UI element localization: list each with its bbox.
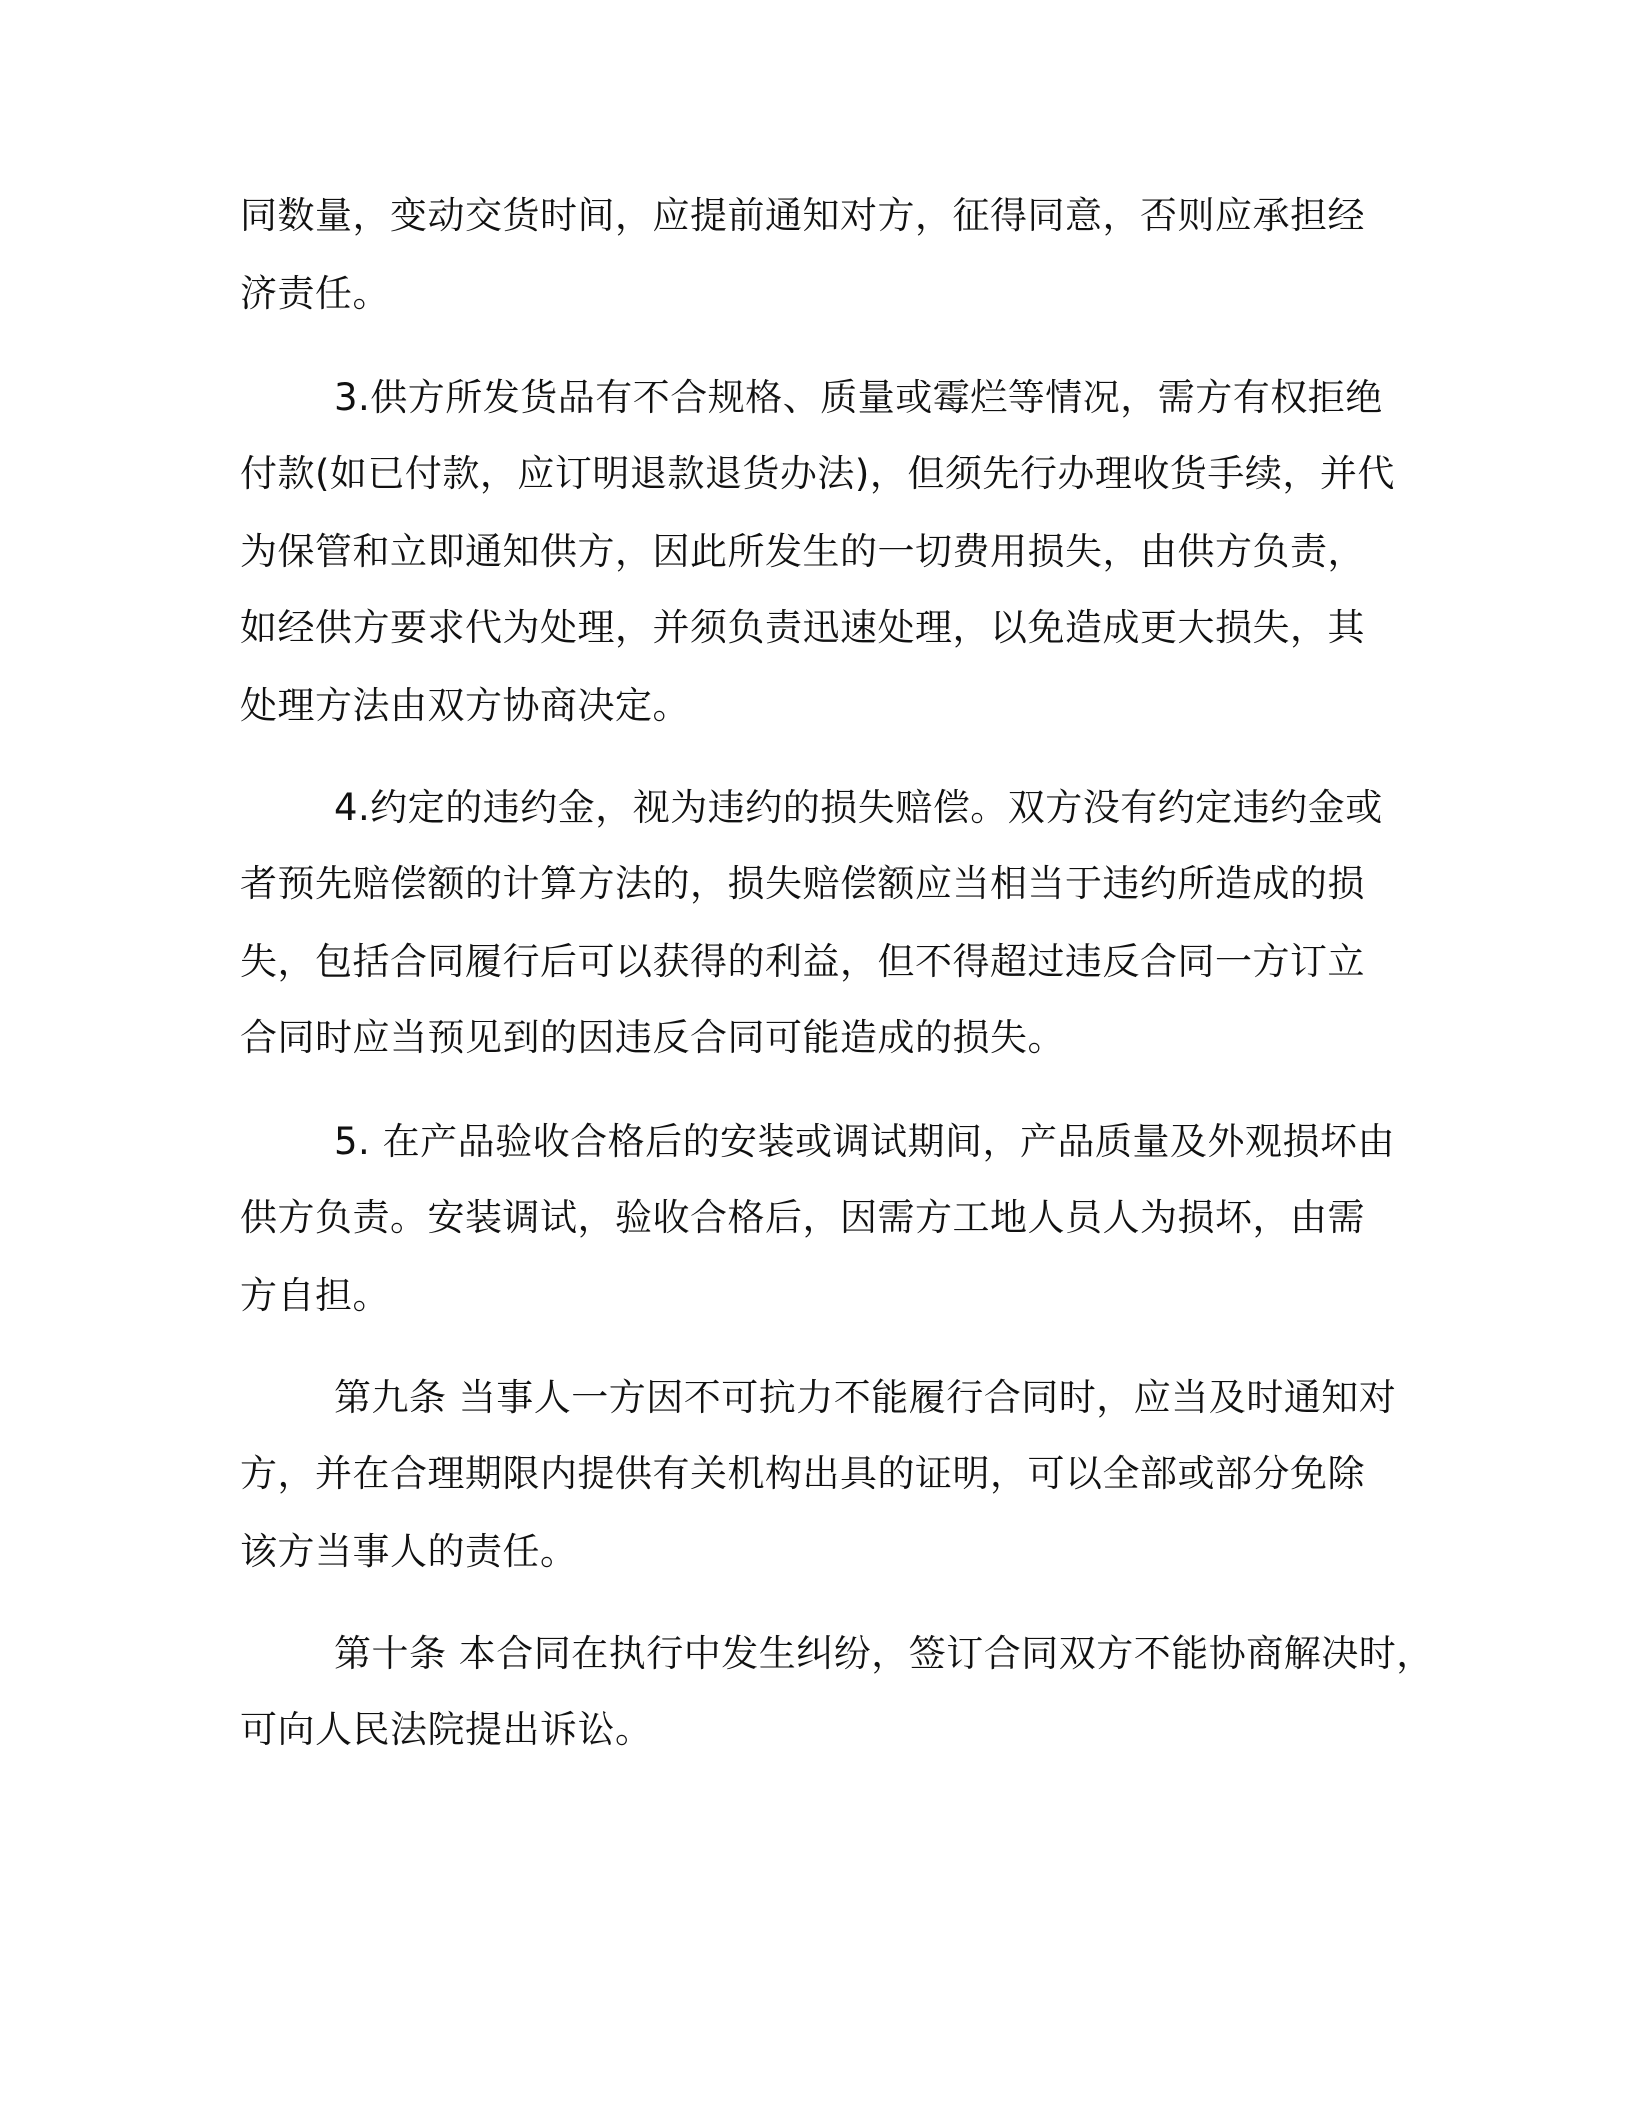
text-line: 第十条 本合同在执行中发生纠纷，签订合同双方不能协商解决时， — [334, 1632, 1434, 1675]
text-line: 如经供方要求代为处理，并须负责迅速处理，以免造成更大损失，其 — [240, 606, 1365, 649]
text-line: 方自担。 — [240, 1274, 390, 1317]
text-line: 供方负责。安装调试，验收合格后，因需方工地人员人为损坏，由需 — [240, 1196, 1365, 1239]
text-line: 济责任。 — [240, 272, 390, 315]
text-line: 为保管和立即通知供方，因此所发生的一切费用损失，由供方负责， — [240, 530, 1365, 573]
text-line: 失，包括合同履行后可以获得的利益，但不得超过违反合同一方订立 — [240, 940, 1365, 983]
text-line: 同数量，变动交货时间，应提前通知对方，征得同意，否则应承担经 — [240, 194, 1365, 237]
text-line: 合同时应当预见到的因违反合同可能造成的损失。 — [240, 1016, 1065, 1059]
text-line: 处理方法由双方协商决定。 — [240, 684, 690, 727]
text-line: 第九条 当事人一方因不可抗力不能履行合同时，应当及时通知对 — [334, 1376, 1397, 1419]
text-line: 可向人民法院提出诉讼。 — [240, 1708, 653, 1751]
text-line: 方，并在合理期限内提供有关机构出具的证明，可以全部或部分免除 — [240, 1452, 1365, 1495]
text-line: 4.约定的违约金，视为违约的损失赔偿。双方没有约定违约金或 — [334, 786, 1383, 829]
text-line: 者预先赔偿额的计算方法的，损失赔偿额应当相当于违约所造成的损 — [240, 862, 1365, 905]
text-line: 5. 在产品验收合格后的安装或调试期间，产品质量及外观损坏由 — [334, 1120, 1396, 1163]
text-line: 付款(如已付款，应订明退款退货办法)，但须先行办理收货手续，并代 — [240, 452, 1395, 495]
text-line: 3.供方所发货品有不合规格、质量或霉烂等情况，需方有权拒绝 — [334, 376, 1383, 419]
text-line: 该方当事人的责任。 — [240, 1530, 578, 1573]
